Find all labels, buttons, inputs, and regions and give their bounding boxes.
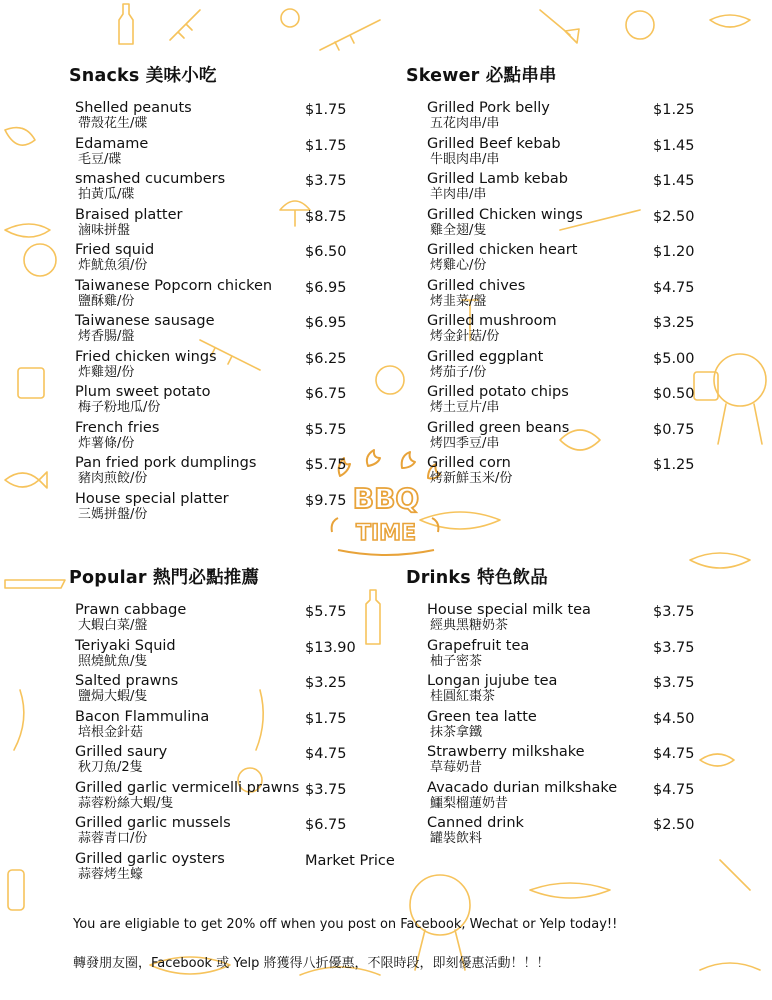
menu-item-chinese-name: 桂圓紅棗茶 xyxy=(430,689,496,704)
menu-item xyxy=(75,709,375,745)
menu-item xyxy=(75,207,375,243)
menu-item-price: $5.75 xyxy=(305,604,347,620)
sausage-icon xyxy=(690,553,750,568)
menu-item-chinese-name: 柚子密茶 xyxy=(430,653,483,669)
menu-item-name: House special platter xyxy=(75,490,229,507)
menu-item-price: $5.75 xyxy=(305,421,347,438)
menu-item xyxy=(427,638,727,674)
skewer-icon xyxy=(320,20,380,50)
menu-item xyxy=(75,278,375,314)
menu-item-price: $0.75 xyxy=(653,421,695,438)
menu-item-name: House special milk tea xyxy=(427,602,591,618)
menu-item xyxy=(75,242,375,278)
menu-item-chinese-name: 草莓奶昔 xyxy=(430,760,483,775)
menu-item-chinese-name: 罐裝飲料 xyxy=(430,831,483,846)
menu-item-name: Strawberry milkshake xyxy=(427,744,585,760)
menu-item-price: $4.50 xyxy=(653,710,695,727)
flame-icon xyxy=(432,518,438,532)
menu-item-chinese-name: 培根金針菇 xyxy=(78,724,144,740)
flame-icon xyxy=(402,452,415,468)
bottle-icon xyxy=(119,4,133,44)
menu-item-name: Grilled Chicken wings xyxy=(427,206,583,223)
menu-item-name: Longan jujube tea xyxy=(427,673,558,689)
menu-item-price: $1.45 xyxy=(653,137,695,154)
menu-item-price: $3.75 xyxy=(305,173,347,189)
drinks-list xyxy=(427,602,727,851)
menu-item-price: $6.95 xyxy=(305,279,347,296)
menu-item-chinese-name: 炸魷魚須/份 xyxy=(78,258,148,273)
menu-item-chinese-name: 羊肉串/串 xyxy=(430,187,487,202)
menu-item-chinese-name: 雞全翅/隻 xyxy=(430,222,487,238)
menu-item-chinese-name: 鹽酥雞/份 xyxy=(78,293,135,309)
menu-item-price: $3.75 xyxy=(653,604,695,620)
menu-item xyxy=(427,673,727,709)
menu-item-name: Grilled eggplant xyxy=(427,348,544,365)
menu-item-name: Taiwanese Popcorn chicken xyxy=(75,277,273,294)
menu-item xyxy=(427,242,727,278)
skewer-section xyxy=(406,62,695,486)
section-title-snacks: Snacks 美味小吃 xyxy=(69,66,217,86)
menu-item-chinese-name: 豬肉煎餃/份 xyxy=(78,471,148,486)
menu-item-chinese-name: 炸雞翅/份 xyxy=(78,364,135,380)
menu-item-chinese-name: 鹽焗大蝦/隻 xyxy=(78,689,148,704)
menu-item-price: $4.75 xyxy=(653,279,695,296)
menu-item-chinese-name: 拍黃瓜/碟 xyxy=(78,187,135,202)
drinks-section xyxy=(406,564,695,846)
logo-bbq-text: BBQ xyxy=(352,482,420,515)
menu-item xyxy=(75,349,375,385)
menu-item-chinese-name: 牛眼肉串/串 xyxy=(430,151,500,167)
menu-item-name: Canned drink xyxy=(427,815,524,831)
menu-item-chinese-name: 秋刀魚/2隻 xyxy=(78,760,143,775)
menu-item-name: Braised platter xyxy=(75,206,183,223)
menu-item-chinese-name: 烤雞心/份 xyxy=(430,258,487,273)
menu-item-name: Grilled potato chips xyxy=(427,384,569,400)
menu-item xyxy=(75,100,375,136)
menu-item-name: Fried squid xyxy=(75,242,155,258)
logo-time-text: TIME xyxy=(355,521,417,546)
menu-item-name: Grilled chives xyxy=(427,277,526,294)
menu-item-chinese-name: 烤香腸/盤 xyxy=(78,329,135,344)
menu-item-name: Grilled garlic oysters xyxy=(75,850,225,867)
menu-item-name: Edamame xyxy=(75,135,149,152)
menu-item-name: Grilled Pork belly xyxy=(427,100,550,116)
menu-item-price: $1.75 xyxy=(305,137,347,154)
menu-item-chinese-name: 烤四季豆/串 xyxy=(430,435,500,451)
menu-item-chinese-name: 蒜蓉粉絲大蝦/隻 xyxy=(78,795,174,811)
menu-item xyxy=(75,638,375,674)
menu-item-price: $2.50 xyxy=(653,817,695,833)
menu-item xyxy=(427,313,727,349)
menu-item-name: Taiwanese sausage xyxy=(75,313,215,329)
menu-item-price: $6.75 xyxy=(305,817,347,833)
menu-item-name: smashed cucumbers xyxy=(75,171,226,187)
flame-icon xyxy=(281,9,299,27)
hotdog-icon xyxy=(530,883,610,898)
menu-item-price: $6.25 xyxy=(305,350,347,367)
popular-section xyxy=(69,564,395,882)
menu-item-name: Grilled green beans xyxy=(427,419,570,436)
spatula-icon xyxy=(540,10,579,43)
promo-chinese: 轉發朋友圈，Facebook 或 Yelp 將獲得八折優惠，不限時段，即刻優惠活動！！！ xyxy=(73,956,550,971)
menu-item-name: Grilled Beef kebab xyxy=(427,135,561,152)
menu-item xyxy=(427,709,727,745)
beer-mug-icon xyxy=(18,368,44,398)
menu-item xyxy=(427,602,727,638)
burger-icon xyxy=(24,244,56,276)
menu-item-price: Market Price xyxy=(305,852,395,869)
menu-item-chinese-name: 烤土豆片/串 xyxy=(430,400,500,415)
pepper-icon xyxy=(14,690,24,750)
menu-item xyxy=(75,780,375,816)
promo-english: You are eligiable to get 20% off when you post on Facebook, Wechat or Yelp today!! xyxy=(73,917,618,932)
menu-item-name: Grapefruit tea xyxy=(427,637,530,654)
fish-icon xyxy=(5,472,47,488)
menu-item-chinese-name: 抹茶拿鐵 xyxy=(430,724,483,740)
menu-item-chinese-name: 蒜蓉烤生蠔 xyxy=(78,866,144,882)
snacks-section xyxy=(69,62,347,522)
menu-item-price: $8.75 xyxy=(305,208,347,225)
menu-item xyxy=(75,171,375,207)
section-title-drinks: Drinks 特色飲品 xyxy=(406,568,548,588)
menu-item-name: Grilled corn xyxy=(427,455,511,471)
grill-icon xyxy=(626,11,654,39)
menu-item xyxy=(427,815,727,851)
menu-item-price: $1.25 xyxy=(653,102,695,118)
menu-item-name: Grilled mushroom xyxy=(427,313,557,329)
menu-item-price: $3.75 xyxy=(305,781,347,798)
section-title-skewer: Skewer 必點串串 xyxy=(406,66,557,86)
menu-item xyxy=(427,278,727,314)
bottle-icon xyxy=(8,870,24,910)
menu-item-price: $5.00 xyxy=(653,350,695,367)
menu-item-chinese-name: 烤金針菇/份 xyxy=(430,329,500,344)
menu-item-name: Grilled Lamb kebab xyxy=(427,171,569,187)
menu-item-chinese-name: 烤新鮮玉米/份 xyxy=(430,471,513,486)
spatula-icon xyxy=(720,860,750,890)
menu-item-chinese-name: 毛豆/碟 xyxy=(78,151,122,167)
menu-item-chinese-name: 滷味拼盤 xyxy=(78,222,131,238)
menu-item xyxy=(427,384,727,420)
menu-item-chinese-name: 鱷梨榴蓮奶昔 xyxy=(430,795,509,811)
knife-icon xyxy=(5,580,65,588)
menu-item xyxy=(75,602,375,638)
snacks-list xyxy=(75,100,375,526)
menu-item-chinese-name: 烤韭菜/盤 xyxy=(430,293,487,309)
skewer-icon xyxy=(170,10,200,40)
logo-swoosh xyxy=(338,550,434,555)
menu-item xyxy=(75,744,375,780)
menu-item-chinese-name: 蒜蓉青口/份 xyxy=(78,831,148,846)
menu-item xyxy=(427,136,727,172)
menu-item-price: $4.75 xyxy=(305,746,347,762)
menu-item xyxy=(427,420,727,456)
menu-item-name: Shelled peanuts xyxy=(75,100,192,116)
menu-item-price: $1.25 xyxy=(653,457,695,473)
menu-item-price: $1.75 xyxy=(305,102,347,118)
menu-item xyxy=(75,384,375,420)
menu-item xyxy=(75,815,375,851)
menu-item-chinese-name: 照燒魷魚/隻 xyxy=(78,653,148,669)
popular-list xyxy=(75,602,395,886)
menu-item-chinese-name: 炸薯條/份 xyxy=(78,435,135,451)
menu-item xyxy=(75,673,375,709)
menu-item-chinese-name: 三媽拼盤/份 xyxy=(78,506,148,522)
menu-item-price: $1.45 xyxy=(653,173,695,189)
menu-item xyxy=(75,850,395,887)
menu-item xyxy=(75,420,375,456)
menu-item xyxy=(427,744,727,780)
skewer-list xyxy=(427,100,727,491)
menu-item-price: $6.75 xyxy=(305,386,347,402)
menu-item-chinese-name: 五花肉串/串 xyxy=(430,116,500,131)
menu-item xyxy=(427,780,727,816)
menu-item-name: Grilled garlic mussels xyxy=(75,815,231,831)
menu-item-price: $4.75 xyxy=(653,781,695,798)
menu-item-price: $6.95 xyxy=(305,315,347,331)
menu-item xyxy=(427,100,727,136)
menu-item-price: $1.20 xyxy=(653,244,695,260)
menu-item-price: $5.75 xyxy=(305,457,347,473)
menu-item-name: Prawn cabbage xyxy=(75,602,187,618)
menu-item-name: Teriyaki Squid xyxy=(75,637,176,654)
sausage-icon xyxy=(700,963,760,970)
menu-item xyxy=(75,491,375,527)
menu-item xyxy=(75,313,375,349)
menu-item-name: French fries xyxy=(75,419,160,436)
menu-item-chinese-name: 經典黑糖奶茶 xyxy=(430,618,509,633)
menu-item-name: Avacado durian milkshake xyxy=(427,779,618,796)
menu-item xyxy=(75,455,375,491)
menu-item-price: $0.50 xyxy=(653,386,695,402)
hotdog-icon xyxy=(5,224,50,237)
menu-item-chinese-name: 梅子粉地瓜/份 xyxy=(78,400,161,415)
menu-item xyxy=(427,349,727,385)
section-title-popular: Popular 熱門必點推薦 xyxy=(69,568,260,588)
menu-item-price: $3.75 xyxy=(653,675,695,691)
sausage-icon xyxy=(5,128,35,146)
menu-item xyxy=(427,171,727,207)
menu-item-price: $3.25 xyxy=(653,315,695,331)
menu-item-chinese-name: 烤茄子/份 xyxy=(430,364,487,380)
menu-item-price: $6.50 xyxy=(305,244,347,260)
menu-item-name: Grilled chicken heart xyxy=(427,242,578,258)
menu-item-name: Green tea latte xyxy=(427,708,537,725)
menu-item-price: $13.90 xyxy=(305,639,356,656)
sausage-icon xyxy=(710,15,750,27)
menu-item-name: Grilled garlic vermicelli prawns xyxy=(75,779,300,796)
menu-item-name: Plum sweet potato xyxy=(75,384,211,400)
menu-item-price: $9.75 xyxy=(305,492,347,509)
menu-item-price: $3.75 xyxy=(653,639,695,656)
menu-item-chinese-name: 大蝦白菜/盤 xyxy=(78,618,148,633)
menu-item-price: $4.75 xyxy=(653,746,695,762)
menu-item-name: Salted prawns xyxy=(75,673,179,689)
menu-item xyxy=(427,207,727,243)
menu-item-price: $3.25 xyxy=(305,675,347,691)
menu-item-name: Pan fried pork dumplings xyxy=(75,455,257,471)
menu-item-name: Bacon Flammulina xyxy=(75,708,210,725)
menu-item-chinese-name: 帶殼花生/碟 xyxy=(78,116,148,131)
menu-item-price: $2.50 xyxy=(653,208,695,225)
menu-item xyxy=(427,455,727,491)
menu-item-price: $1.75 xyxy=(305,710,347,727)
menu-item-name: Fried chicken wings xyxy=(75,348,217,365)
menu-item-name: Grilled saury xyxy=(75,744,168,760)
menu-item xyxy=(75,136,375,172)
onion-icon xyxy=(376,366,404,394)
